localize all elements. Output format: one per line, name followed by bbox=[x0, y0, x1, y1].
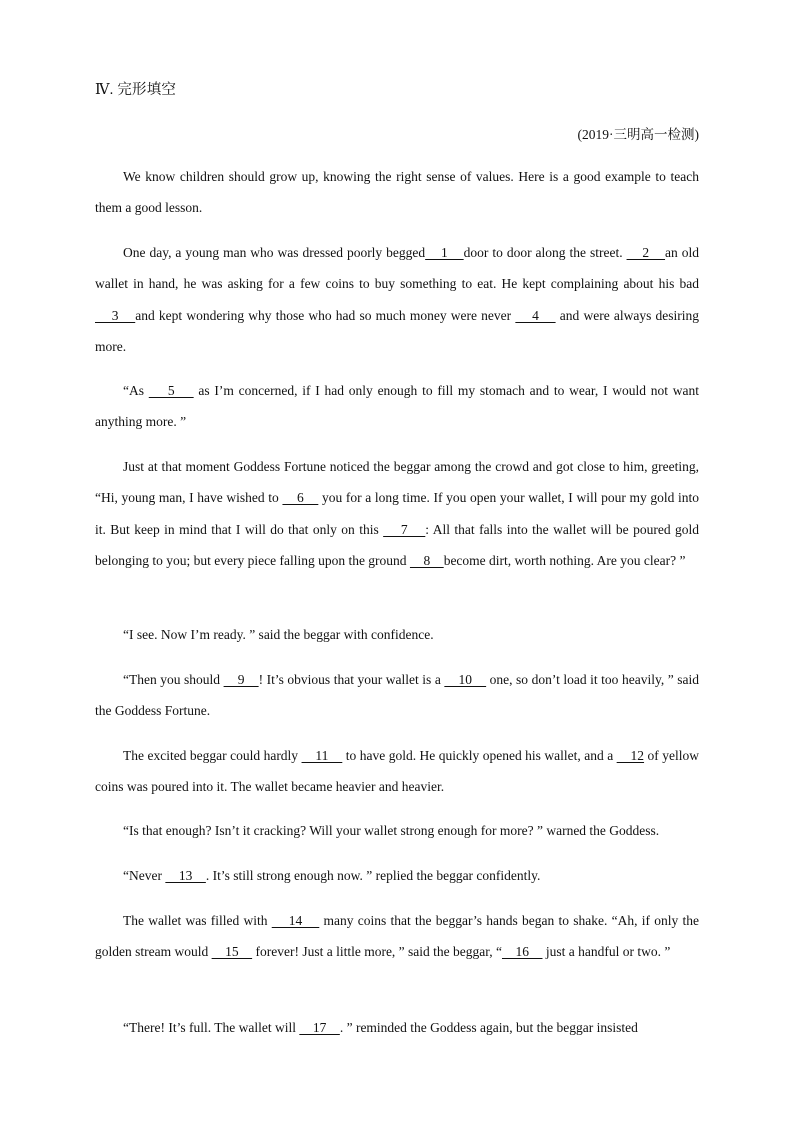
answer-blank: 5 bbox=[148, 383, 194, 398]
text-run: “I see. Now I’m ready. ” said the beggar with confidence. bbox=[123, 627, 434, 642]
answer-blank: 3 bbox=[95, 307, 136, 323]
answer-blank: 10 bbox=[444, 672, 487, 687]
text-run: “Is that enough? Isn’t it cracking? Will your wallet strong enough for more? ” warned the Goddess. bbox=[123, 823, 660, 838]
answer-blank: 16 bbox=[501, 944, 543, 960]
section-title: Ⅳ. 完形填空 bbox=[95, 82, 177, 98]
text-run: as I’m concerned, if I had only enough to fill my stomach and to wear, I would not want anything more. ” bbox=[95, 383, 700, 430]
paragraph bbox=[95, 619, 699, 650]
paragraph bbox=[95, 740, 699, 803]
answer-blank: 13 bbox=[165, 868, 206, 883]
paragraph bbox=[95, 237, 699, 362]
text-run: and were always desiring more. bbox=[95, 307, 700, 354]
text-run: an old wallet in hand, he was asking for a few coins to buy something to eat. He kept complaining about his bad bbox=[95, 245, 700, 292]
text-run: and kept wondering why those who had so much money were never bbox=[135, 307, 516, 323]
answer-blank: 8 bbox=[409, 552, 444, 568]
text-run: forever! Just a little more, ” said the beggar, “ bbox=[252, 944, 502, 960]
paragraph bbox=[95, 905, 699, 968]
text-run: you for a long time. If you open your wallet, I will pour my gold into it. But keep in mind that I will do that only on this bbox=[95, 490, 699, 537]
answer-blank: 14 bbox=[271, 913, 320, 928]
answer-blank: 7 bbox=[383, 521, 426, 537]
answer-blank: 12 bbox=[616, 748, 645, 763]
source-citation: (2019·三明高一检测) bbox=[577, 127, 699, 142]
text-run: The wallet was filled with bbox=[123, 913, 272, 928]
text-run: door to door along the street. bbox=[463, 245, 627, 260]
paragraph bbox=[95, 664, 699, 727]
answer-blank: 1 bbox=[425, 245, 464, 260]
answer-blank: 15 bbox=[211, 944, 253, 960]
text-run: The excited beggar could hardly bbox=[123, 748, 302, 763]
text-run: We know children should grow up, knowing the right sense of values. Here is a good example to teach them a good lesson. bbox=[95, 169, 699, 216]
paragraph bbox=[95, 375, 699, 438]
text-run: many coins that the beggar’s hands began to shake. “Ah, if only the golden stream would bbox=[95, 913, 699, 960]
paragraph bbox=[95, 161, 699, 224]
text-run: Just at that moment Goddess Fortune noticed the beggar among the crowd and got close to him, greeting, “Hi, young man, I have wished to bbox=[95, 459, 699, 506]
text-run: “There! It’s full. The wallet will bbox=[123, 1020, 300, 1035]
text-run: become dirt, worth nothing. Are you clear? ” bbox=[443, 552, 686, 568]
text-run: ! It’s obvious that your wallet is a bbox=[258, 672, 445, 687]
text-run: One day, a young man who was dressed poorly begged bbox=[123, 245, 426, 260]
answer-blank: 2 bbox=[626, 245, 666, 260]
paragraph bbox=[95, 451, 699, 576]
paragraph bbox=[95, 815, 699, 846]
text-run: of yellow coins was poured into it. The wallet became heavier and heavier. bbox=[95, 748, 699, 795]
text-run: “Then you should bbox=[123, 672, 224, 687]
text-run: . It’s still strong enough now. ” replied the beggar confidently. bbox=[205, 868, 541, 883]
answer-blank: 6 bbox=[282, 490, 319, 506]
text-run: just a handful or two. ” bbox=[542, 944, 671, 960]
paragraph bbox=[95, 1012, 699, 1043]
text-run: “Never bbox=[123, 868, 166, 883]
answer-blank: 17 bbox=[299, 1020, 340, 1035]
paragraph bbox=[95, 860, 699, 891]
text-run: one, so don’t load it too heavily, ” said the Goddess Fortune. bbox=[95, 672, 699, 719]
text-run: “As bbox=[123, 383, 149, 398]
answer-blank: 4 bbox=[515, 307, 556, 323]
text-run: . ” reminded the Goddess again, but the beggar insisted bbox=[339, 1020, 638, 1035]
answer-blank: 11 bbox=[301, 748, 343, 763]
text-run: : All that falls into the wallet will be poured gold belonging to you; but every piece falling upon the ground bbox=[95, 521, 699, 568]
answer-blank: 9 bbox=[223, 672, 259, 687]
text-run: to have gold. He quickly opened his wallet, and a bbox=[342, 748, 617, 763]
